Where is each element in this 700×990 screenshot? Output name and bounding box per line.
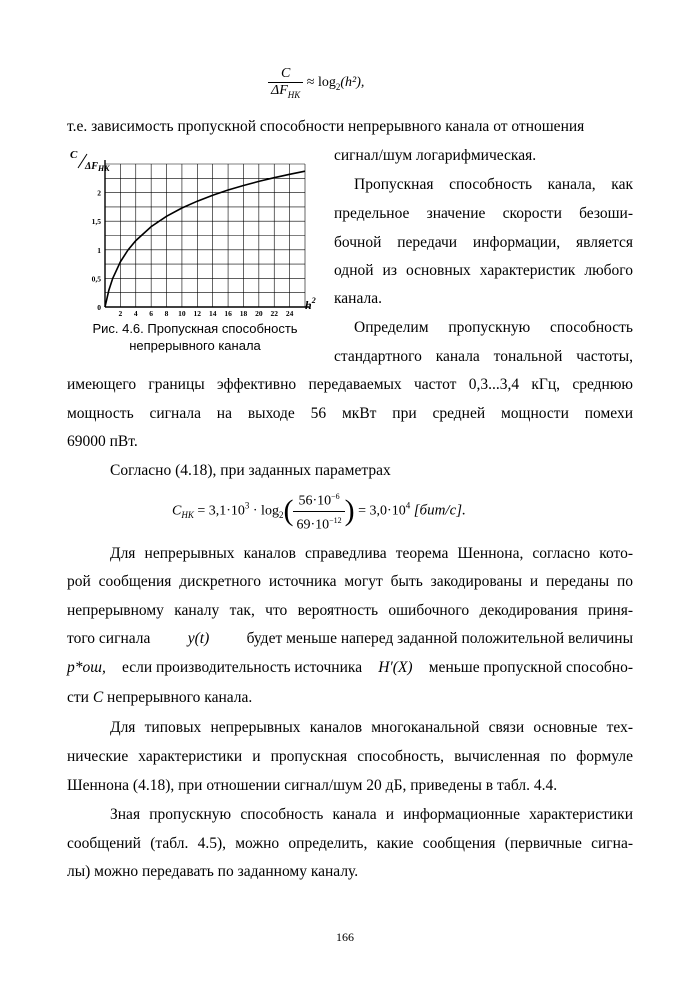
text-line-24: сообщений (табл. 4.5), можно определить, какие сообщения (первичные сигна- — [67, 835, 633, 852]
capacity-chart — [65, 142, 325, 322]
capacity-curve — [105, 171, 305, 307]
page-number: 166 — [336, 930, 354, 944]
text-line-19a: сти — [67, 689, 89, 706]
x-tick-label: 16 — [224, 309, 232, 318]
y-tick-label: 0,5 — [91, 274, 101, 284]
text-line-15: рой сообщения дискретного источника могут быть закодированы и переданы по — [67, 573, 633, 590]
paragraph-line — [67, 112, 633, 141]
x-axis-label: $h^2$ — [305, 296, 316, 312]
figure-caption — [70, 320, 320, 354]
text-line-4: предельное значение скорости безоши- — [334, 205, 633, 222]
y-tick-label: 1 — [97, 245, 101, 255]
formula2-lhs-sub: НК — [181, 510, 194, 521]
text-line-9: стандартного канала тональной частоты, — [334, 348, 633, 365]
text-line-8: Определим пропускную способность — [354, 319, 633, 336]
x-tick-label: 20 — [255, 309, 263, 318]
x-tick-label: 22 — [270, 309, 278, 318]
formula-capacity-approx — [268, 66, 364, 100]
formula-argument: (h²), — [340, 75, 365, 91]
formula2-paren-left: ( — [283, 494, 294, 528]
text-line-16: непрерывному каналу так, что вероятность ошибочного декодирования приня- — [67, 602, 633, 619]
text-line-6: одной из основных характеристик любого — [334, 262, 633, 279]
figure-caption-line-1: Рис. 4.6. Пропускная способность — [92, 321, 298, 336]
text-line-10: имеющего границы эффективно передаваемых частот 0,3...3,4 кГц, среднюю — [67, 376, 633, 393]
text-line-18 — [67, 653, 633, 682]
symbol-h-x: H′(X) — [378, 659, 413, 676]
symbol-y-t: y(t) — [187, 630, 210, 647]
formula-fraction — [268, 66, 303, 100]
text-line-3: Пропускная способность канала, как — [354, 176, 633, 193]
x-tick-label: 10 — [178, 309, 186, 318]
chart-grid — [105, 164, 305, 307]
text-line-7: канала. — [334, 290, 382, 307]
formula2-log-base: 2 — [278, 510, 284, 521]
formula2-lhs: C — [172, 503, 182, 519]
text-line-13: Согласно (4.18), при заданных параметрах — [110, 462, 391, 479]
text-line-5: бочной передачи информации, является — [334, 234, 633, 251]
chart-ticks — [92, 189, 294, 318]
text-line-2: сигнал/шум логарифмическая. — [334, 147, 537, 164]
formula-denominator: ΔF — [271, 83, 288, 98]
x-tick-label: 6 — [149, 309, 154, 318]
x-tick-label: 4 — [133, 309, 138, 318]
text-line-1: т.е. зависимость пропускной способности непрерывного канала от отношения — [67, 118, 585, 135]
formula-capacity-calc — [172, 488, 466, 534]
text-line-20: Для типовых непрерывных каналов многоканальной связи основные тех- — [110, 719, 633, 736]
text-line-25: лы) можно передавать по заданному каналу. — [67, 863, 359, 880]
formula2-numerator: 56·10 — [298, 493, 332, 509]
x-tick-label: 12 — [193, 309, 202, 318]
text-line-19c: непрерывного канала. — [107, 689, 253, 706]
figure-caption-line-2: непрерывного канала — [129, 338, 261, 353]
text-line-17a: того сигнала — [67, 630, 151, 647]
y-tick-label: 0 — [97, 303, 101, 312]
formula2-log: · log — [252, 503, 279, 519]
text-line-18b: если производительность источника — [121, 659, 363, 676]
text-line-21: нические характеристики и пропускная способность, вычисленная по формуле — [67, 748, 633, 765]
text-line-23: Зная пропускную способность канала и информационные характеристики — [110, 806, 633, 823]
x-tick-label: 18 — [239, 309, 248, 318]
formula2-eq2-exp: 4 — [405, 500, 411, 511]
text-line-12: 69000 пВт. — [67, 433, 138, 450]
formula2-denominator-exp: −12 — [329, 515, 342, 525]
x-tick-label: 2 — [118, 309, 123, 318]
formula2-fraction — [293, 488, 344, 534]
text-line-11: мощность сигнала на выходе 56 мкВт при средней мощности помехи — [67, 405, 633, 422]
symbol-p-osh: p*ош, — [67, 659, 106, 676]
formula-log-base: 2 — [335, 81, 341, 92]
formula2-eq1-exp: 3 — [244, 500, 250, 511]
text-line-19 — [67, 683, 252, 712]
symbol-c: C — [92, 689, 104, 706]
y-tick-label: 2 — [97, 188, 101, 198]
formula2-eq2: = 3,0·10 — [358, 503, 406, 519]
x-tick-label: 14 — [208, 309, 217, 318]
x-tick-label: 8 — [164, 309, 169, 318]
x-tick-label: 24 — [285, 309, 294, 318]
text-line-17c: будет меньше наперед заданной положительной величины — [246, 630, 633, 647]
formula2-unit: [бит/с]. — [413, 502, 466, 519]
formula-numerator: C — [268, 66, 303, 83]
y-tick-label: 1,5 — [91, 217, 101, 227]
text-line-18d: меньше пропускной способно- — [428, 659, 633, 676]
formula2-numerator-exp: −6 — [331, 492, 340, 501]
formula-approx-log: ≈ log — [306, 75, 336, 91]
text-line-14: Для непрерывных каналов справедлива теорема Шеннона, согласно кото- — [110, 545, 633, 562]
y-axis-label: C — [70, 149, 78, 161]
y-axis-label-den: $\Delta F_{НК}$ — [85, 161, 110, 173]
text-line-22: Шеннона (4.18), при отношении сигнал/шум 20 дБ, приведены в табл. 4.4. — [67, 777, 558, 794]
text-line-17 — [67, 624, 633, 653]
formula-denominator-sub: НК — [287, 89, 301, 100]
formula2-denominator: 69·10 — [296, 517, 330, 533]
formula2-eq1: = 3,1·10 — [197, 503, 245, 519]
formula2-paren-right: ) — [344, 494, 355, 528]
